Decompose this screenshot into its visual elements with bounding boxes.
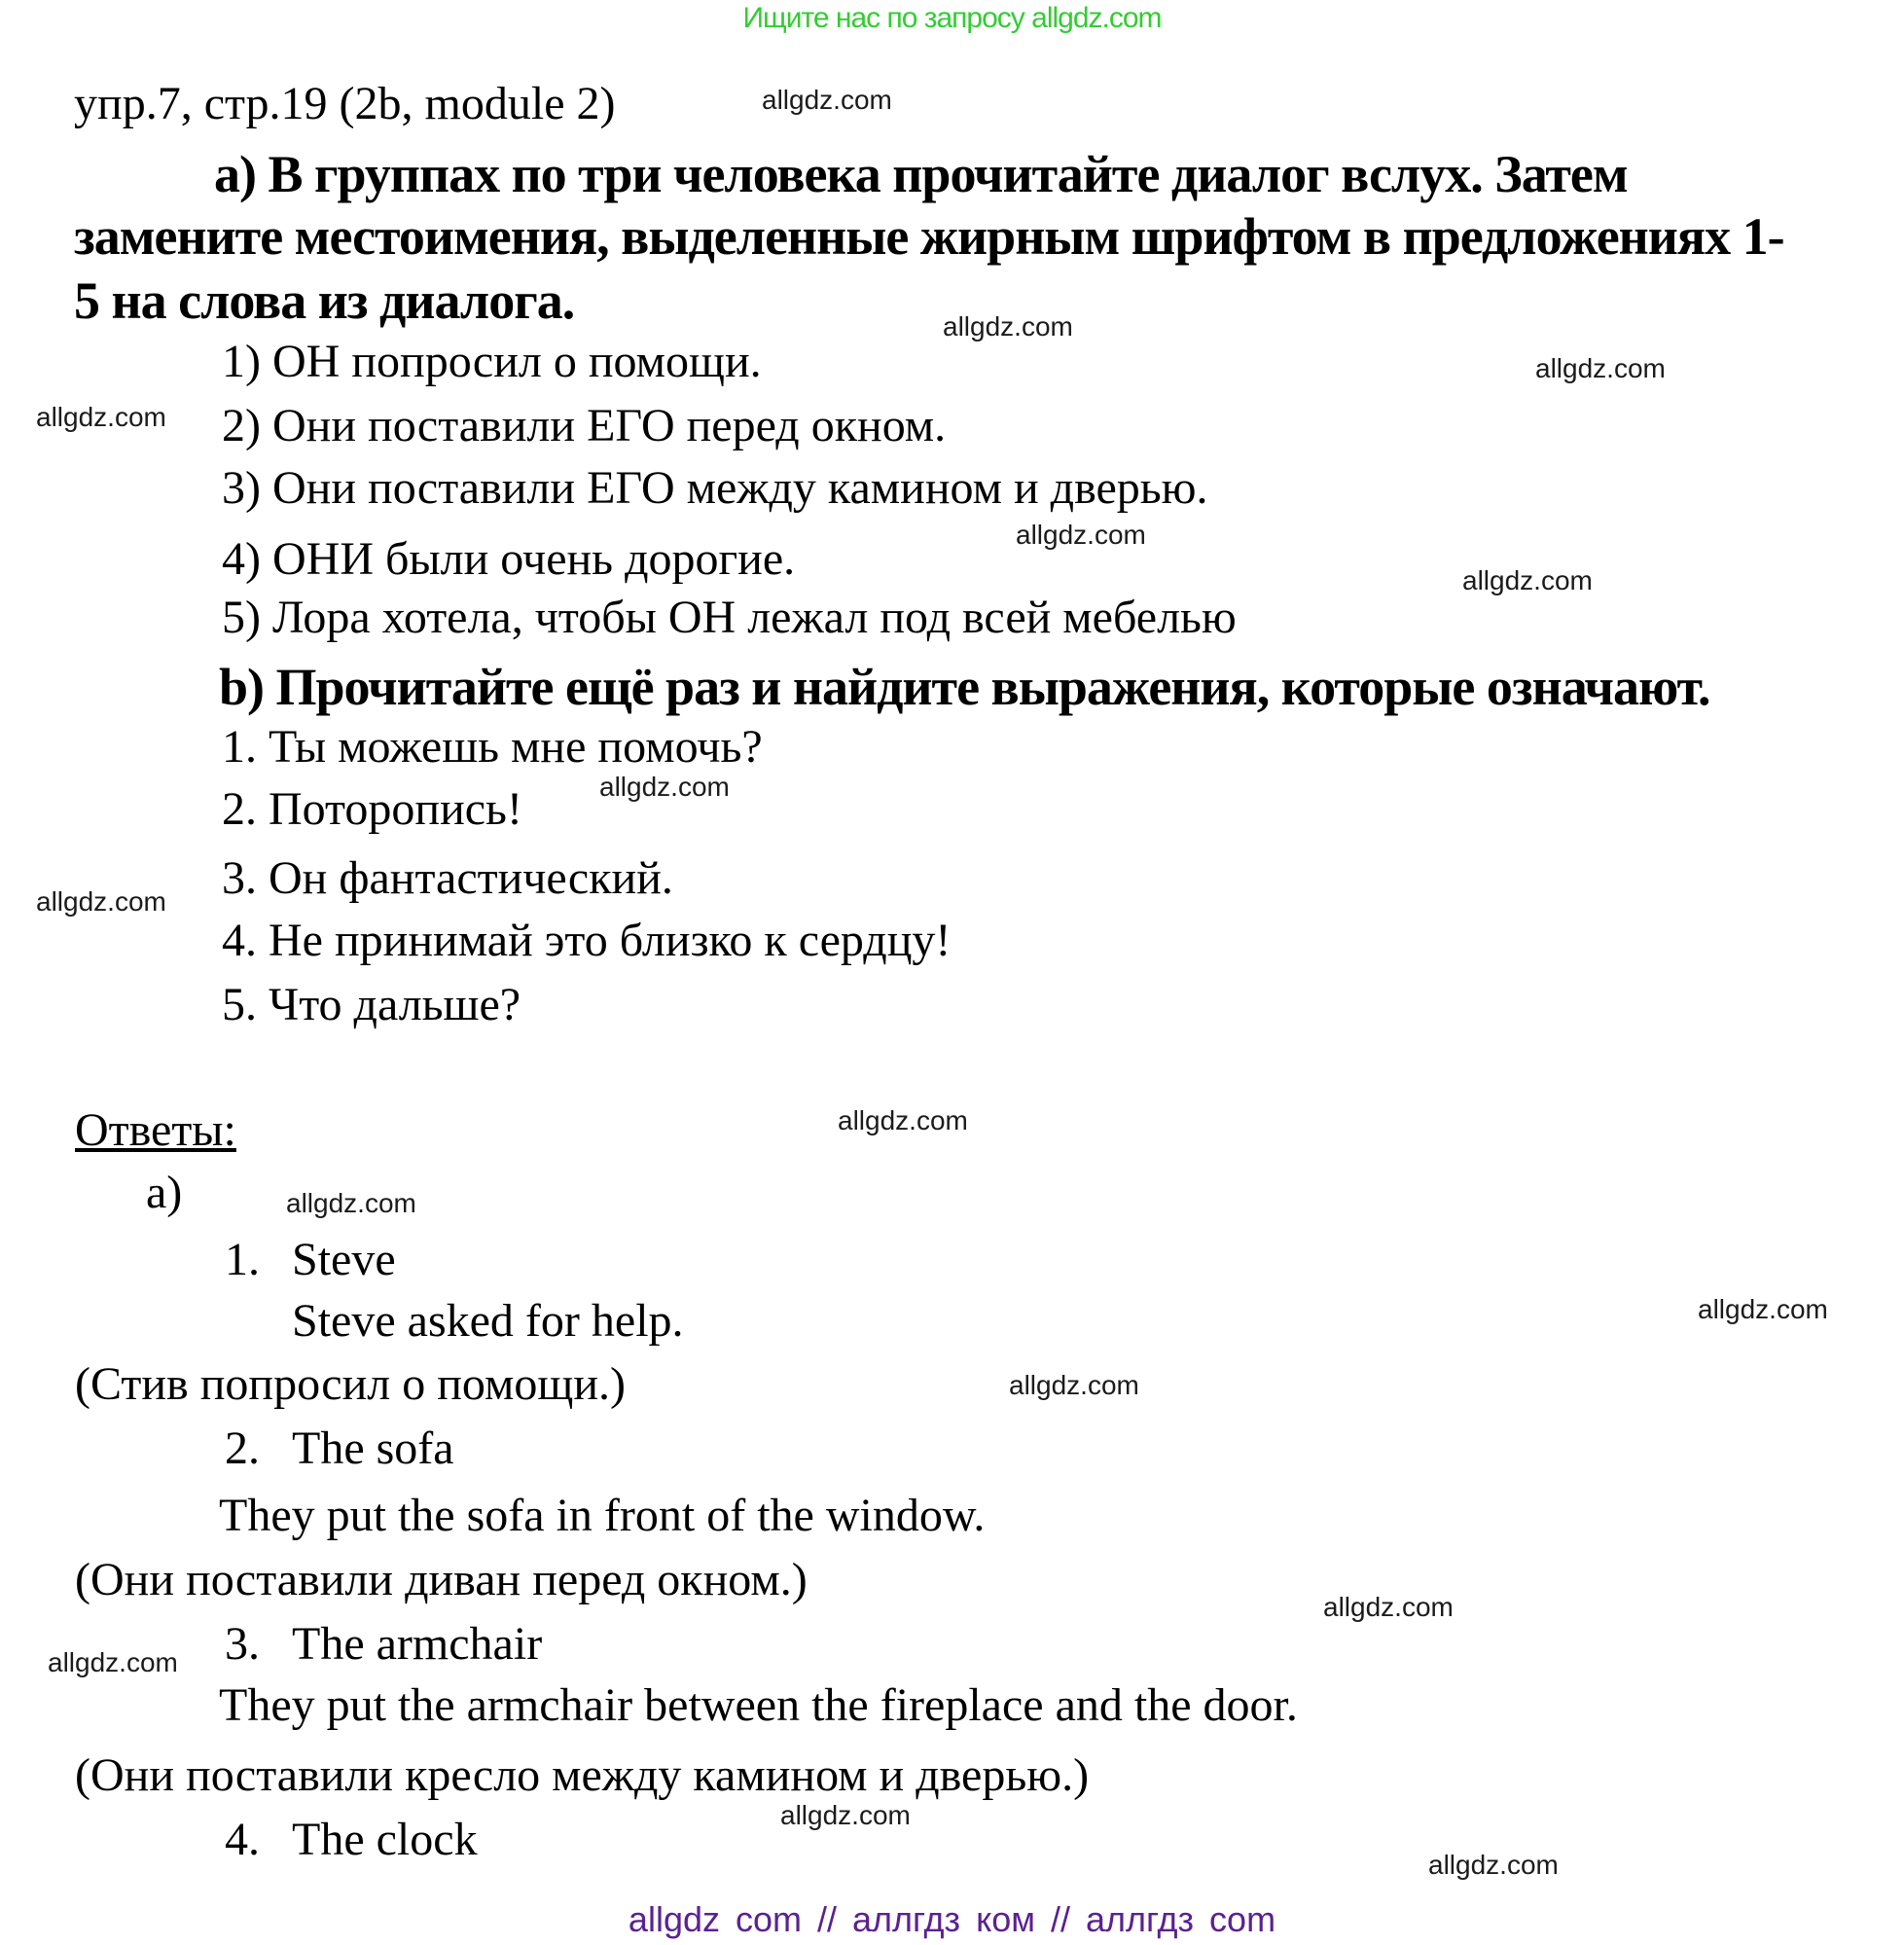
task-a-heading-line: а) В группах по три человека прочитайте диалог вслух. Затем [214,145,1628,203]
answer-translation-ru: (Они поставили кресло между камином и дверью.) [75,1749,1090,1801]
task-a-item: 5) Лора хотела, чтобы ОН лежал под всей мебелью [222,592,1237,643]
task-b-item: 1. Ты можешь мне помочь? [222,721,763,773]
task-a-item: 2) Они поставили ЕГО перед окном. [222,400,947,451]
site-watermark: allgdz.com [1535,353,1666,383]
task-a-item: 1) ОН попросил о помощи. [222,336,762,387]
site-watermark: allgdz.com [1428,1850,1559,1880]
site-watermark: allgdz.com [48,1647,178,1677]
task-a-item: 3) Они поставили ЕГО между камином и дверью. [222,462,1208,514]
task-b-item: 5. Что дальше? [222,979,521,1030]
task-b-heading: b) Прочитайте ещё раз и найдите выражения, которые означают. [219,658,1710,716]
site-watermark: allgdz.com [838,1105,968,1135]
site-watermark: allgdz.com [780,1800,911,1830]
site-watermark: allgdz.com [1009,1370,1139,1400]
answer-number: 2. [225,1423,260,1474]
footer-site-links: allgdz com // аллгдз ком // аллгдз com [628,1899,1276,1939]
task-b-item: 4. Не принимай это близко к сердцу! [222,915,952,966]
answer-row [225,1812,478,1868]
answer-row [225,1616,542,1673]
answer-translation-ru: (Стив попросил о помощи.) [75,1358,626,1410]
site-watermark: allgdz.com [36,886,166,917]
answer-title: The sofa [292,1423,454,1474]
answer-number: 4. [225,1814,260,1865]
task-b-item: 3. Он фантастический. [222,852,673,904]
answer-row [225,1232,396,1288]
answer-title: The armchair [292,1618,543,1670]
task-a-heading-line: замените местоимения, выделенные жирным шрифтом в предложениях 1- [74,207,1784,266]
site-watermark: allgdz.com [286,1188,416,1218]
answer-title: The clock [292,1814,478,1865]
site-watermark: allgdz.com [943,311,1073,342]
answer-sentence-en: They put the armchair between the fireplace and the door. [219,1679,1298,1731]
answer-sentence-en: Steve asked for help. [292,1295,684,1347]
site-watermark: allgdz.com [599,772,730,802]
task-a-item: 4) ОНИ были очень дорогие. [222,533,796,585]
site-watermark: allgdz.com [1323,1592,1454,1622]
answer-translation-ru: (Они поставили диван перед окном.) [75,1554,808,1605]
answers-heading: Ответы: [75,1104,236,1156]
answer-sentence-en: They put the sofa in front of the window. [219,1490,986,1541]
task-a-heading-line: 5 на слова из диалога. [74,271,575,330]
site-watermark: allgdz.com [1698,1294,1828,1324]
promo-banner: Ищите нас по запросу allgdz.com [742,2,1162,34]
answer-row [225,1421,454,1477]
answers-section-label: а) [146,1167,183,1218]
site-watermark: allgdz.com [36,402,166,432]
answer-title: Steve [292,1234,396,1285]
site-watermark: allgdz.com [762,85,892,115]
exercise-title: упр.7, стр.19 (2b, module 2) [74,78,616,129]
task-b-item: 2. Поторопись! [222,783,522,835]
site-watermark: allgdz.com [1016,520,1146,550]
site-watermark: allgdz.com [1462,565,1593,595]
answer-number: 1. [225,1234,260,1285]
answer-number: 3. [225,1618,260,1670]
